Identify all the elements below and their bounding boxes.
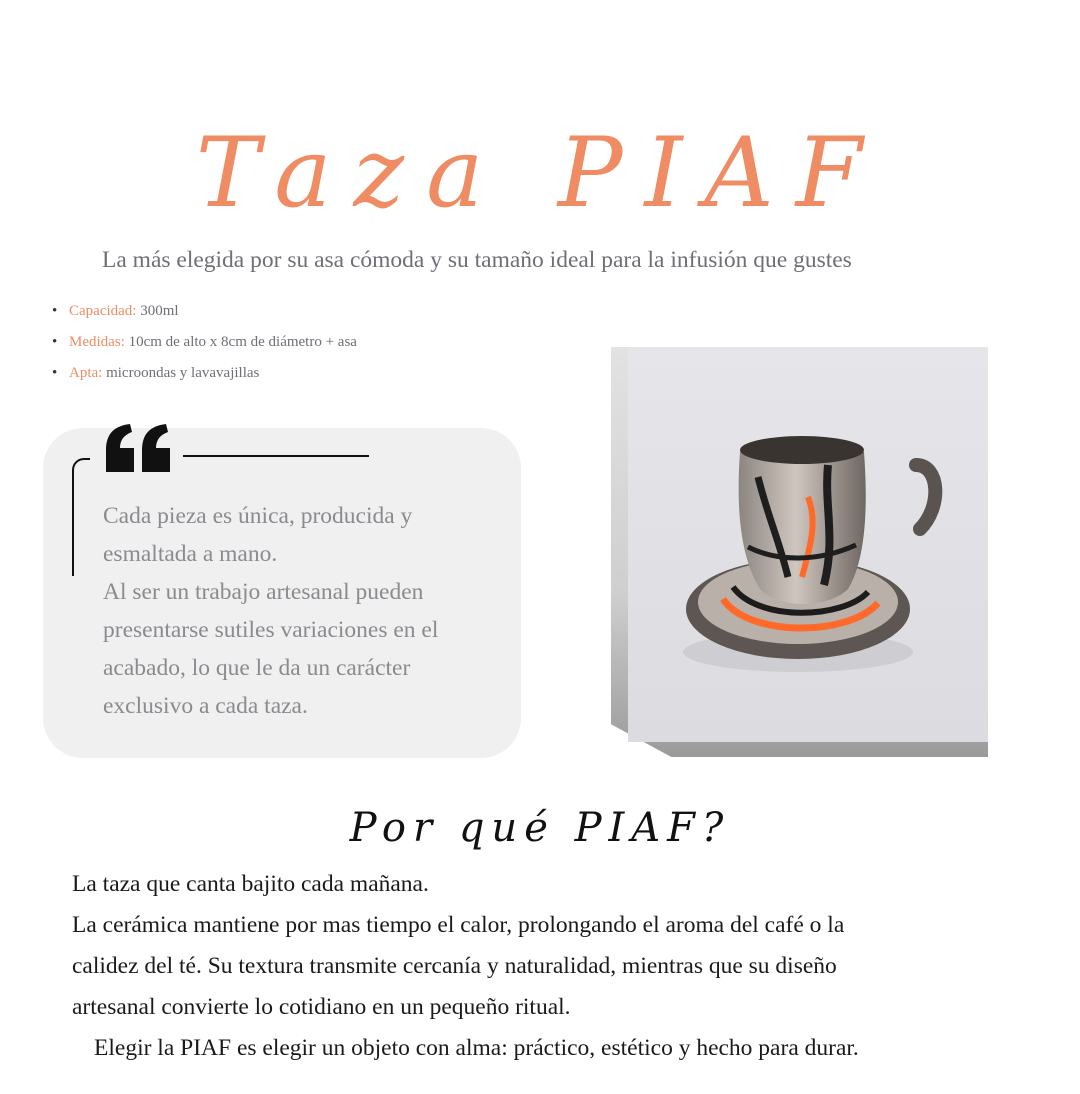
- quote-line: Cada pieza es única, producida y esmaltada a mano.: [103, 503, 413, 567]
- spec-list: [52, 298, 357, 391]
- spec-label: Capacidad:: [69, 303, 137, 319]
- body-paragraph: La cerámica mantiene por mas tiempo el calor, prolongando el aroma del café o la: [72, 912, 845, 938]
- spec-item-suitable: [52, 360, 357, 391]
- section-title: Por qué PIAF?: [349, 805, 731, 851]
- spec-item-capacity: [52, 298, 357, 329]
- spec-item-measures: [52, 329, 357, 360]
- bullet-icon: •: [52, 365, 58, 381]
- bullet-icon: •: [52, 303, 58, 319]
- body-paragraph: calidez del té. Su textura transmite cercanía y naturalidad, mientras que su diseño: [72, 953, 837, 979]
- body-paragraph: Elegir la PIAF es elegir un objeto con alma: práctico, estético y hecho para durar.: [94, 1035, 859, 1061]
- quote-line: Al ser un trabajo artesanal pueden presentarse sutiles variaciones en el acabado, lo que le da un carácter exclusivo a cada taza.: [103, 579, 439, 719]
- page-subtitle: La más elegida por su asa cómoda y su tamaño ideal para la infusión que gustes: [102, 247, 852, 273]
- spec-value: microondas y lavavajillas: [102, 365, 260, 381]
- quote-divider: [183, 455, 369, 457]
- spec-value: 300ml: [136, 303, 179, 319]
- product-photo: [611, 347, 988, 757]
- mug-photo-image: [628, 347, 988, 742]
- section-body: [72, 864, 1032, 1069]
- spec-value: 10cm de alto x 8cm de diámetro + asa: [124, 334, 357, 350]
- quote-text: [103, 497, 503, 725]
- bullet-icon: •: [52, 334, 58, 350]
- quote-bracket: [72, 458, 90, 576]
- page-title: Taza PIAF: [195, 117, 885, 229]
- spec-label: Medidas:: [69, 334, 125, 350]
- body-paragraph: La taza que canta bajito cada mañana.: [72, 871, 429, 897]
- quote-mark-icon: [104, 412, 176, 482]
- body-paragraph: artesanal convierte lo cotidiano en un pequeño ritual.: [72, 994, 571, 1020]
- spec-label: Apta:: [69, 365, 103, 381]
